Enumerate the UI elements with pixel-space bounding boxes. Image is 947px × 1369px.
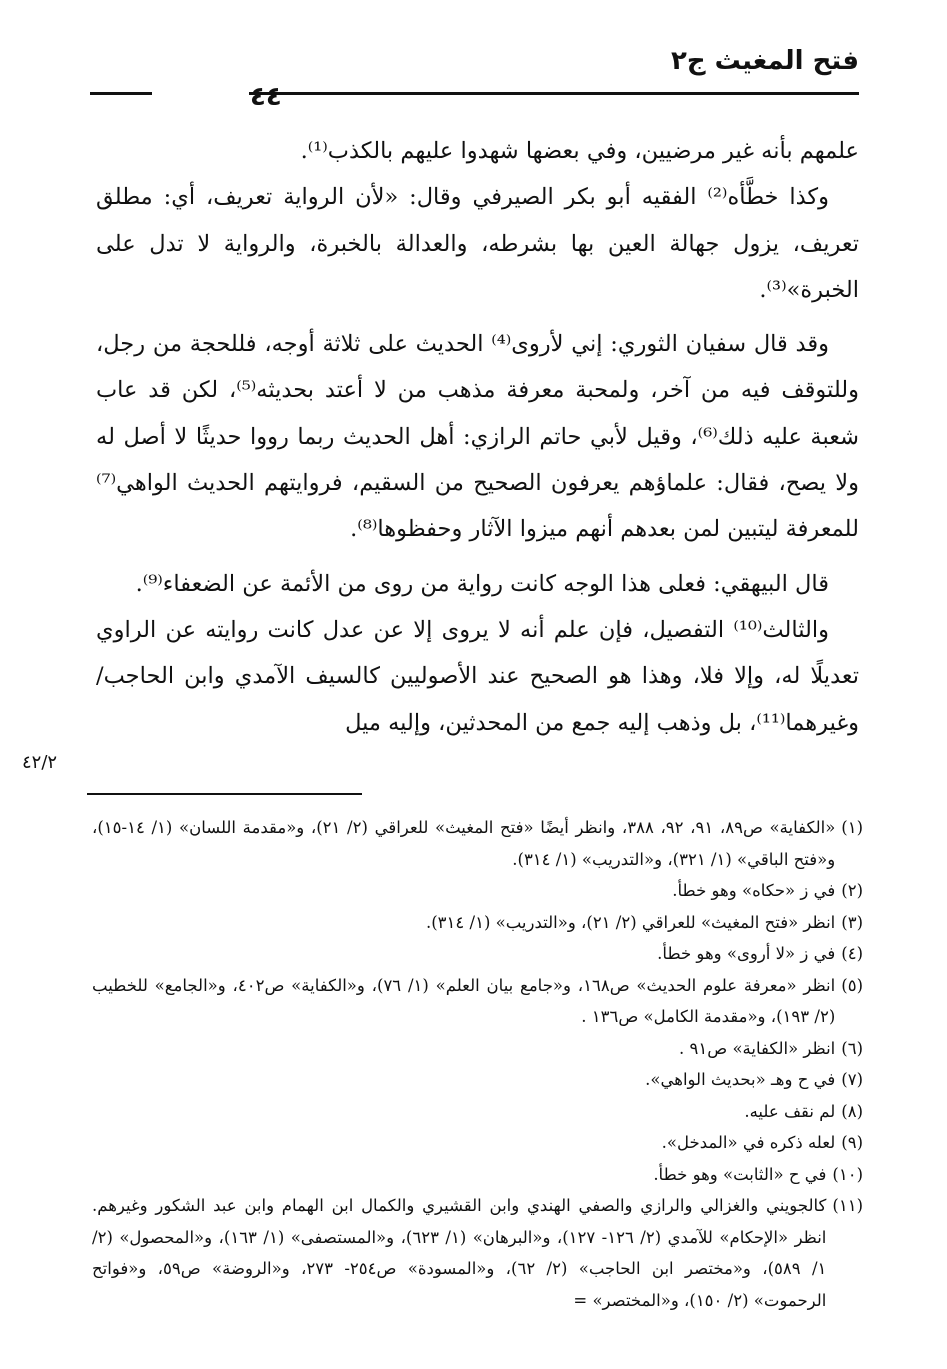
footnote-text: انظر «معرفة علوم الحديث» ص١٦٨، و«جامع بيان العلم» (١/ ٧٦)، و«الكفاية» ص٤٠٢، و«الجامع» للخطيب (٢/ ١٩٣)، و«مقدمة الكامل» ص١٣٦ .: [92, 975, 836, 1026]
header-rule: [249, 92, 859, 95]
footnote-number: (١١): [832, 1196, 863, 1215]
footnote: [92, 875, 863, 907]
footnote-text: كالجويني والغزالي والرازي والصفي الهندي وابن القشيري والكمال ابن الهمام وابن عبد الشكور وغيرهم. انظر «الإحكام» للآمدي (٢/ ١٢٦- ١٢٧)، و«البرهان» (١/ ٦٢٣)، و«المستصفى» (١/ ١٦٣)، و«المحصول» (٢/ ١/ ٥٨٩)، و«مختصر ابن الحاجب» (٢/ ٦٢)، و«المسودة» ص٢٥٤- ٢٧٣، و«الروضة» ص٥٩، و«فواتح الرحموت» (٢/ ١٥٠)، و«المختصر» =: [92, 1196, 827, 1310]
footnote: [92, 1096, 863, 1128]
footnote-number: (٥): [841, 975, 863, 995]
footnote: [92, 1127, 863, 1159]
header-rule-short: [90, 92, 152, 95]
footnote-text: في ز «لا أروى» وهو خطأ.: [657, 944, 836, 963]
footnote-number: (٧): [841, 1070, 863, 1089]
footnote-text: لم نقف عليه.: [744, 1101, 836, 1121]
footnote: [92, 812, 863, 875]
footnote-number: (٣): [841, 912, 863, 932]
footnote-text: انظر «الكفاية» ص٩١ .: [679, 1038, 836, 1058]
footnote-text: في ح «الثابت» وهو خطأ.: [653, 1164, 827, 1184]
main-text: [96, 128, 859, 746]
footnote-number: (٩): [841, 1133, 863, 1152]
footnote-number: (١): [841, 818, 863, 837]
paragraph: والثالث⁽¹⁰⁾ التفصيل، فإن علم أنه لا يروى إلا عن عدل كانت روايته عن الراوي تعديلًا له، وإلا فلا، وهذا هو الصحيح عند الأصوليين كالسيف الآمدي وابن الحاجب/ وغيرهما⁽¹¹⁾، بل وذهب إليه جمع من المحدثين، وإليه ميل: [96, 616, 859, 736]
book-title: فتح المغيث ج٢: [670, 46, 859, 76]
footnote-text: «الكفاية» ص٨٩، ٩١، ٩٢، ٣٨٨، وانظر أيضًا «فتح المغيث» للعراقي (٢/ ٢١)، و«مقدمة اللسان» (١/ ١٤-١٥)، و«فتح الباقي» (١/ ٣٢١)، و«التدريب» (١/ ٣١٤).: [92, 818, 836, 869]
footnote: [92, 1159, 863, 1191]
footnotes: [92, 812, 863, 1316]
footnote-text: انظر «فتح المغيث» للعراقي (٢/ ٢١)، و«التدريب» (١/ ٣١٤).: [425, 912, 836, 932]
page-number: ٤٤: [250, 82, 282, 112]
footnote: [92, 1064, 863, 1096]
footnote: [92, 938, 863, 970]
paragraph: قال البيهقي: فعلى هذا الوجه كانت رواية من روى من الأئمة عن الضعفاء⁽⁹⁾.: [135, 570, 829, 597]
footnote: [92, 970, 863, 1033]
margin-reference: ٤٢/٢: [22, 752, 58, 773]
footnote: [92, 1190, 863, 1316]
paragraph: علمهم بأنه غير مرضيين، وفي بعضها شهدوا عليهم بالكذب⁽¹⁾.: [300, 138, 859, 164]
footnote-number: (٢): [841, 881, 863, 900]
paragraph: وكذا خطَّأه⁽²⁾ الفقيه أبو بكر الصيرفي وقال: «لأن الرواية تعريف، أي: مطلق تعريف، يزول جهالة العين بها بشرطه، والعدالة بالخبرة، والرواية لا تدل على الخبرة»⁽³⁾.: [96, 184, 859, 303]
footnote-text: لعله ذكره في «المدخل».: [661, 1133, 836, 1152]
footnote-number: (٤): [841, 944, 863, 963]
footnote-separator: [87, 793, 362, 795]
footnote-text: في ح وهـ «بحديث الواهي».: [645, 1070, 836, 1089]
footnote-text: في ز «حكاه» وهو خطأ.: [672, 881, 836, 900]
paragraph: وقد قال سفيان الثوري: إني لأروى⁽⁴⁾ الحديث على ثلاثة أوجه، فللحجة من رجل، وللتوقف فيه من آخر، ولمحبة معرفة مذهب من لا أعتد بحديثه⁽⁵⁾، لكن قد عاب شعبة عليه ذلك⁽⁶⁾، وقيل لأبي حاتم الرازي: أهل الحديث ربما رووا حديثًا لا أصل له ولا يصح، فقال: علماؤهم يعرفون الصحيح من السقيم، فروايتهم الحديث الواهي⁽⁷⁾ للمعرفة ليتبين لمن بعدهم أنهم ميزوا الآثار وحفظوها⁽⁸⁾.: [96, 331, 859, 543]
footnote-number: (٨): [841, 1101, 863, 1121]
footnote-number: (١٠): [832, 1164, 863, 1184]
footnote-number: (٦): [841, 1038, 863, 1058]
footnote: [92, 907, 863, 939]
footnote: [92, 1033, 863, 1065]
page-header: [90, 40, 859, 112]
